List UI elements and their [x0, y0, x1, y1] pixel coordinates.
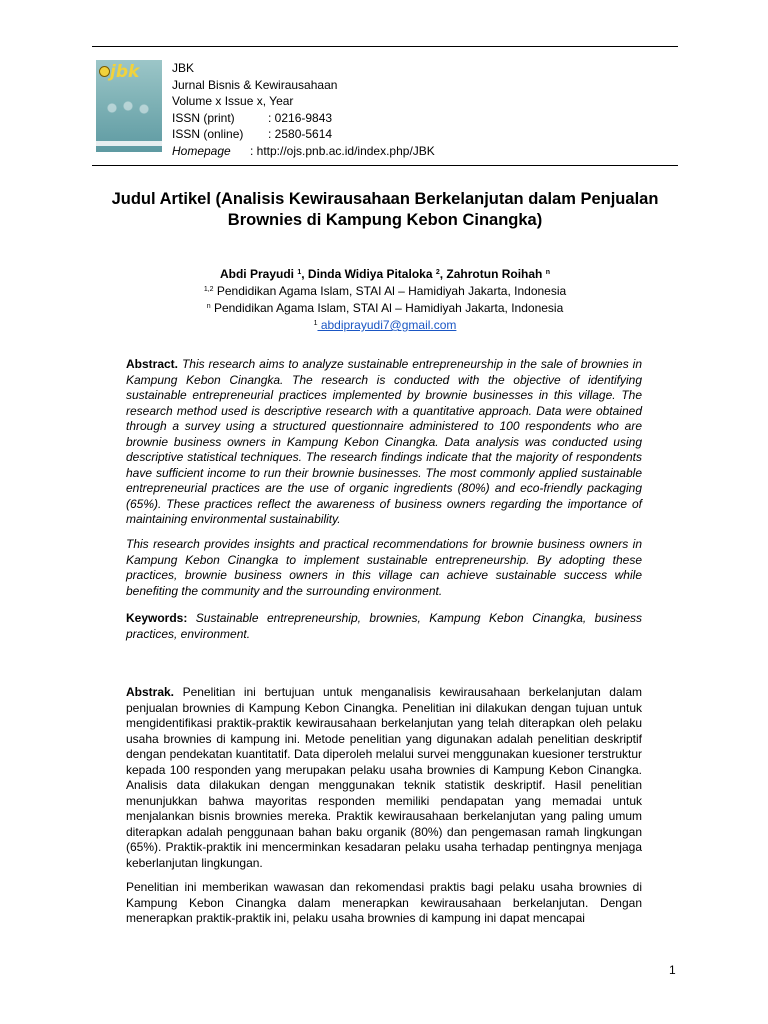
keywords-label: Keywords:	[126, 611, 188, 625]
journal-name: Jurnal Bisnis & Kewirausahaan	[172, 77, 338, 92]
journal-cover-image	[96, 60, 162, 152]
top-rule	[92, 46, 678, 47]
abstract-english-p2: This research provides insights and practical recommendations for brownie business owners in Kampung Kebon Cinangka to implement sustainable entrepreneurship. By adopting these practices, brownie business owners in this village can achieve sustainable success while benefiting the community and the surrounding environment.	[126, 537, 642, 598]
issn-print-value: : 0216-9843	[268, 110, 333, 125]
issn-print-label: ISSN (print)	[172, 110, 235, 125]
homepage-row	[172, 143, 435, 160]
journal-logo: jbk	[110, 62, 140, 82]
keywords: Keywords: Sustainable entrepreneurship, brownies, Kampung Kebon Cinangka, business practices, environment.	[126, 611, 642, 641]
abstract-english: Abstract. This research aims to analyze sustainable entrepreneurship in the sale of brownies in Kampung Kebon Cinangka. The research is conducted with the objective of identifying sustainable entrepreneurial practices implemented by brownie businesses in this village. The research method used is descriptive research with a quantitative approach. Data were obtained through a survey using a structured questionnaire administered to 100 respondents who are brownie business owners in Kampung Kebon Cinangka. Data analysis was conducted using descriptive statistical techniques. The research findings indicate that the majority of respondents have sufficient income to run their brownie businesses. The most commonly applied sustainable entrepreneurial practices are the use of organic ingredients (80%) and eco-friendly packaging (65%). These practices reflect the awareness of business owners regarding the importance of maintaining environmental sustainability.	[126, 357, 642, 526]
journal-volume: Volume x Issue x, Year	[172, 94, 294, 108]
issn-online-label: ISSN (online)	[172, 127, 244, 141]
journal-abbr: JBK	[172, 61, 195, 75]
abstract-indonesian-p2: Penelitian ini memberikan wawasan dan rekomendasi praktis bagi pelaku usaha brownies di Kampung Kebon Cinangka dalam menerapkan kewirausahaan berkelanjutan. Dengan menerapkan praktik-praktik ini, pelaku usaha brownies di kampung ini dapat mencapai	[126, 880, 642, 925]
homepage-label: Homepage	[172, 143, 231, 158]
article-title: Judul Artikel (Analisis Kewirausahaan Berkelanjutan dalam Penjualan Brownies di Kampung Kebon Cinangka)	[111, 190, 659, 229]
issn-online-row	[172, 126, 435, 143]
institution-seal-icon	[99, 66, 110, 77]
affiliation-2: $^n$ Pendidikan Agama Islam, STAI Al – Hamidiyah Jakarta, Indonesia	[206, 301, 564, 315]
issn-print-row	[172, 110, 435, 127]
journal-meta	[172, 60, 435, 159]
email-link[interactable]: abdiprayudi7@gmail.com	[317, 318, 457, 332]
abstract-label: Abstract.	[126, 357, 179, 371]
abstrak-label: Abstrak.	[126, 685, 175, 699]
corresponding-email: $^1$ abdiprayudi7@gmail.com	[313, 318, 457, 332]
author-names: Abdi Prayudi $^1$, Dinda Widiya Pitaloka $^2$, Zahrotun Roihah $^n$	[219, 267, 551, 281]
header-rule	[92, 165, 678, 166]
page-number: 1	[669, 963, 676, 977]
issn-online-value: : 2580-5614	[268, 127, 333, 141]
abstract-indonesian: Abstrak. Penelitian ini bertujuan untuk menganalisis kewirausahaan berkelanjutan dalam penjualan brownies di Kampung Kebon Cinangka. Penelitian ini dilakukan dengan tujuan untuk mengidentifikasi praktik-praktik kewirausahaan berkelanjutan yang telah diterapkan oleh pelaku usaha brownies di kampung ini. Metode penelitian yang digunakan adalah penelitian deskriptif dengan pendekatan kuantitatif. Data diperoleh melalui survei menggunakan kuesioner terstruktur kepada 100 responden yang merupakan pelaku usaha brownies di Kampung Kebon Cinangka. Analisis data dilakukan dengan menggunakan teknik statistik deskriptif. Hasil penelitian menunjukkan bahwa mayoritas responden memiliki pendapatan yang memadai untuk menjalankan bisnis brownies mereka. Praktik kewirausahaan berkelanjutan yang paling umum diterapkan adalah penggunaan bahan baku organik (80%) dan pengemasan ramah lingkungan (65%). Praktik-praktik ini mencerminkan kesadaran pelaku usaha terhadap pentingnya menjaga keberlanjutan lingkungan.	[126, 685, 642, 870]
author-block	[92, 266, 678, 334]
homepage-link[interactable]: : http://ojs.pnb.ac.id/index.php/JBK	[250, 143, 435, 158]
affiliation-1: $^{1,2}$ Pendidikan Agama Islam, STAI Al – Hamidiyah Jakarta, Indonesia	[203, 284, 567, 298]
